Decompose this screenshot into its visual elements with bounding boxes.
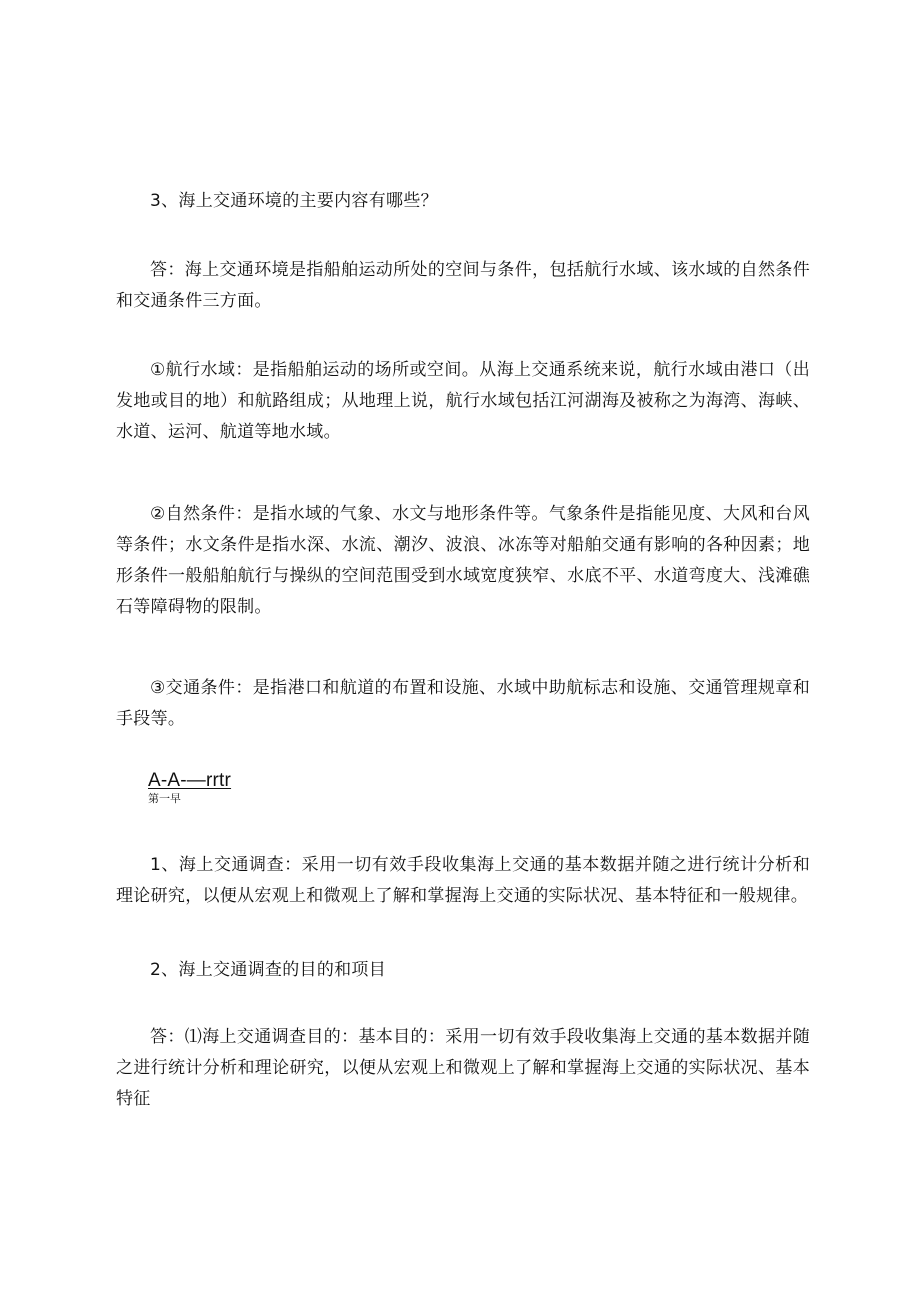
chapter-heading [148, 770, 231, 806]
chapter-heading-text: A-A-—rrtr [148, 770, 232, 791]
item-natural-conditions: ②自然条件：是指水域的气象、水文与地形条件等。气象条件是指能见度、大风和台风等条件；水文条件是指水深、水流、潮汐、波浪、冰冻等对船舶交通有影响的各种因素；地形条件一般船舶航行与操纵的空间范围受到水域宽度狭窄、水底不平、水道弯度大、浅滩礁石等障碍物的限制。 [116, 504, 810, 617]
question-3-answer: 答：海上交通环境是指船舶运动所处的空间与条件，包括航行水域、该水域的自然条件和交通条件三方面。 [116, 260, 810, 311]
chapter-heading-subtext: 第一早 [148, 792, 181, 805]
question-3-title: 3、海上交通环境的主要内容有哪些？ [150, 191, 438, 211]
item-traffic-conditions: ③交通条件：是指港口和航道的布置和设施、水域中助航标志和设施、交通管理规章和手段等。 [116, 678, 810, 729]
definition-traffic-survey: 1、海上交通调查：采用一切有效手段收集海上交通的基本数据并随之进行统计分析和理论研究，以便从宏观上和微观上了解和掌握海上交通的实际状况、基本特征和一般规律。 [116, 855, 810, 906]
item-navigation-waters: ①航行水域：是指船舶运动的场所或空间。从海上交通系统来说，航行水域由港口（出发地或目的地）和航路组成；从地理上说，航行水域包括江河湖海及被称之为海湾、海峡、水道、运河、航道等地水域。 [116, 360, 810, 442]
question-2-title: 2、海上交通调查的目的和项目 [150, 960, 387, 980]
question-2-answer: 答：⑴海上交通调查目的：基本目的：采用一切有效手段收集海上交通的基本数据并随之进行统计分析和理论研究，以便从宏观上和微观上了解和掌握海上交通的实际状况、基本特征 [116, 1027, 810, 1109]
